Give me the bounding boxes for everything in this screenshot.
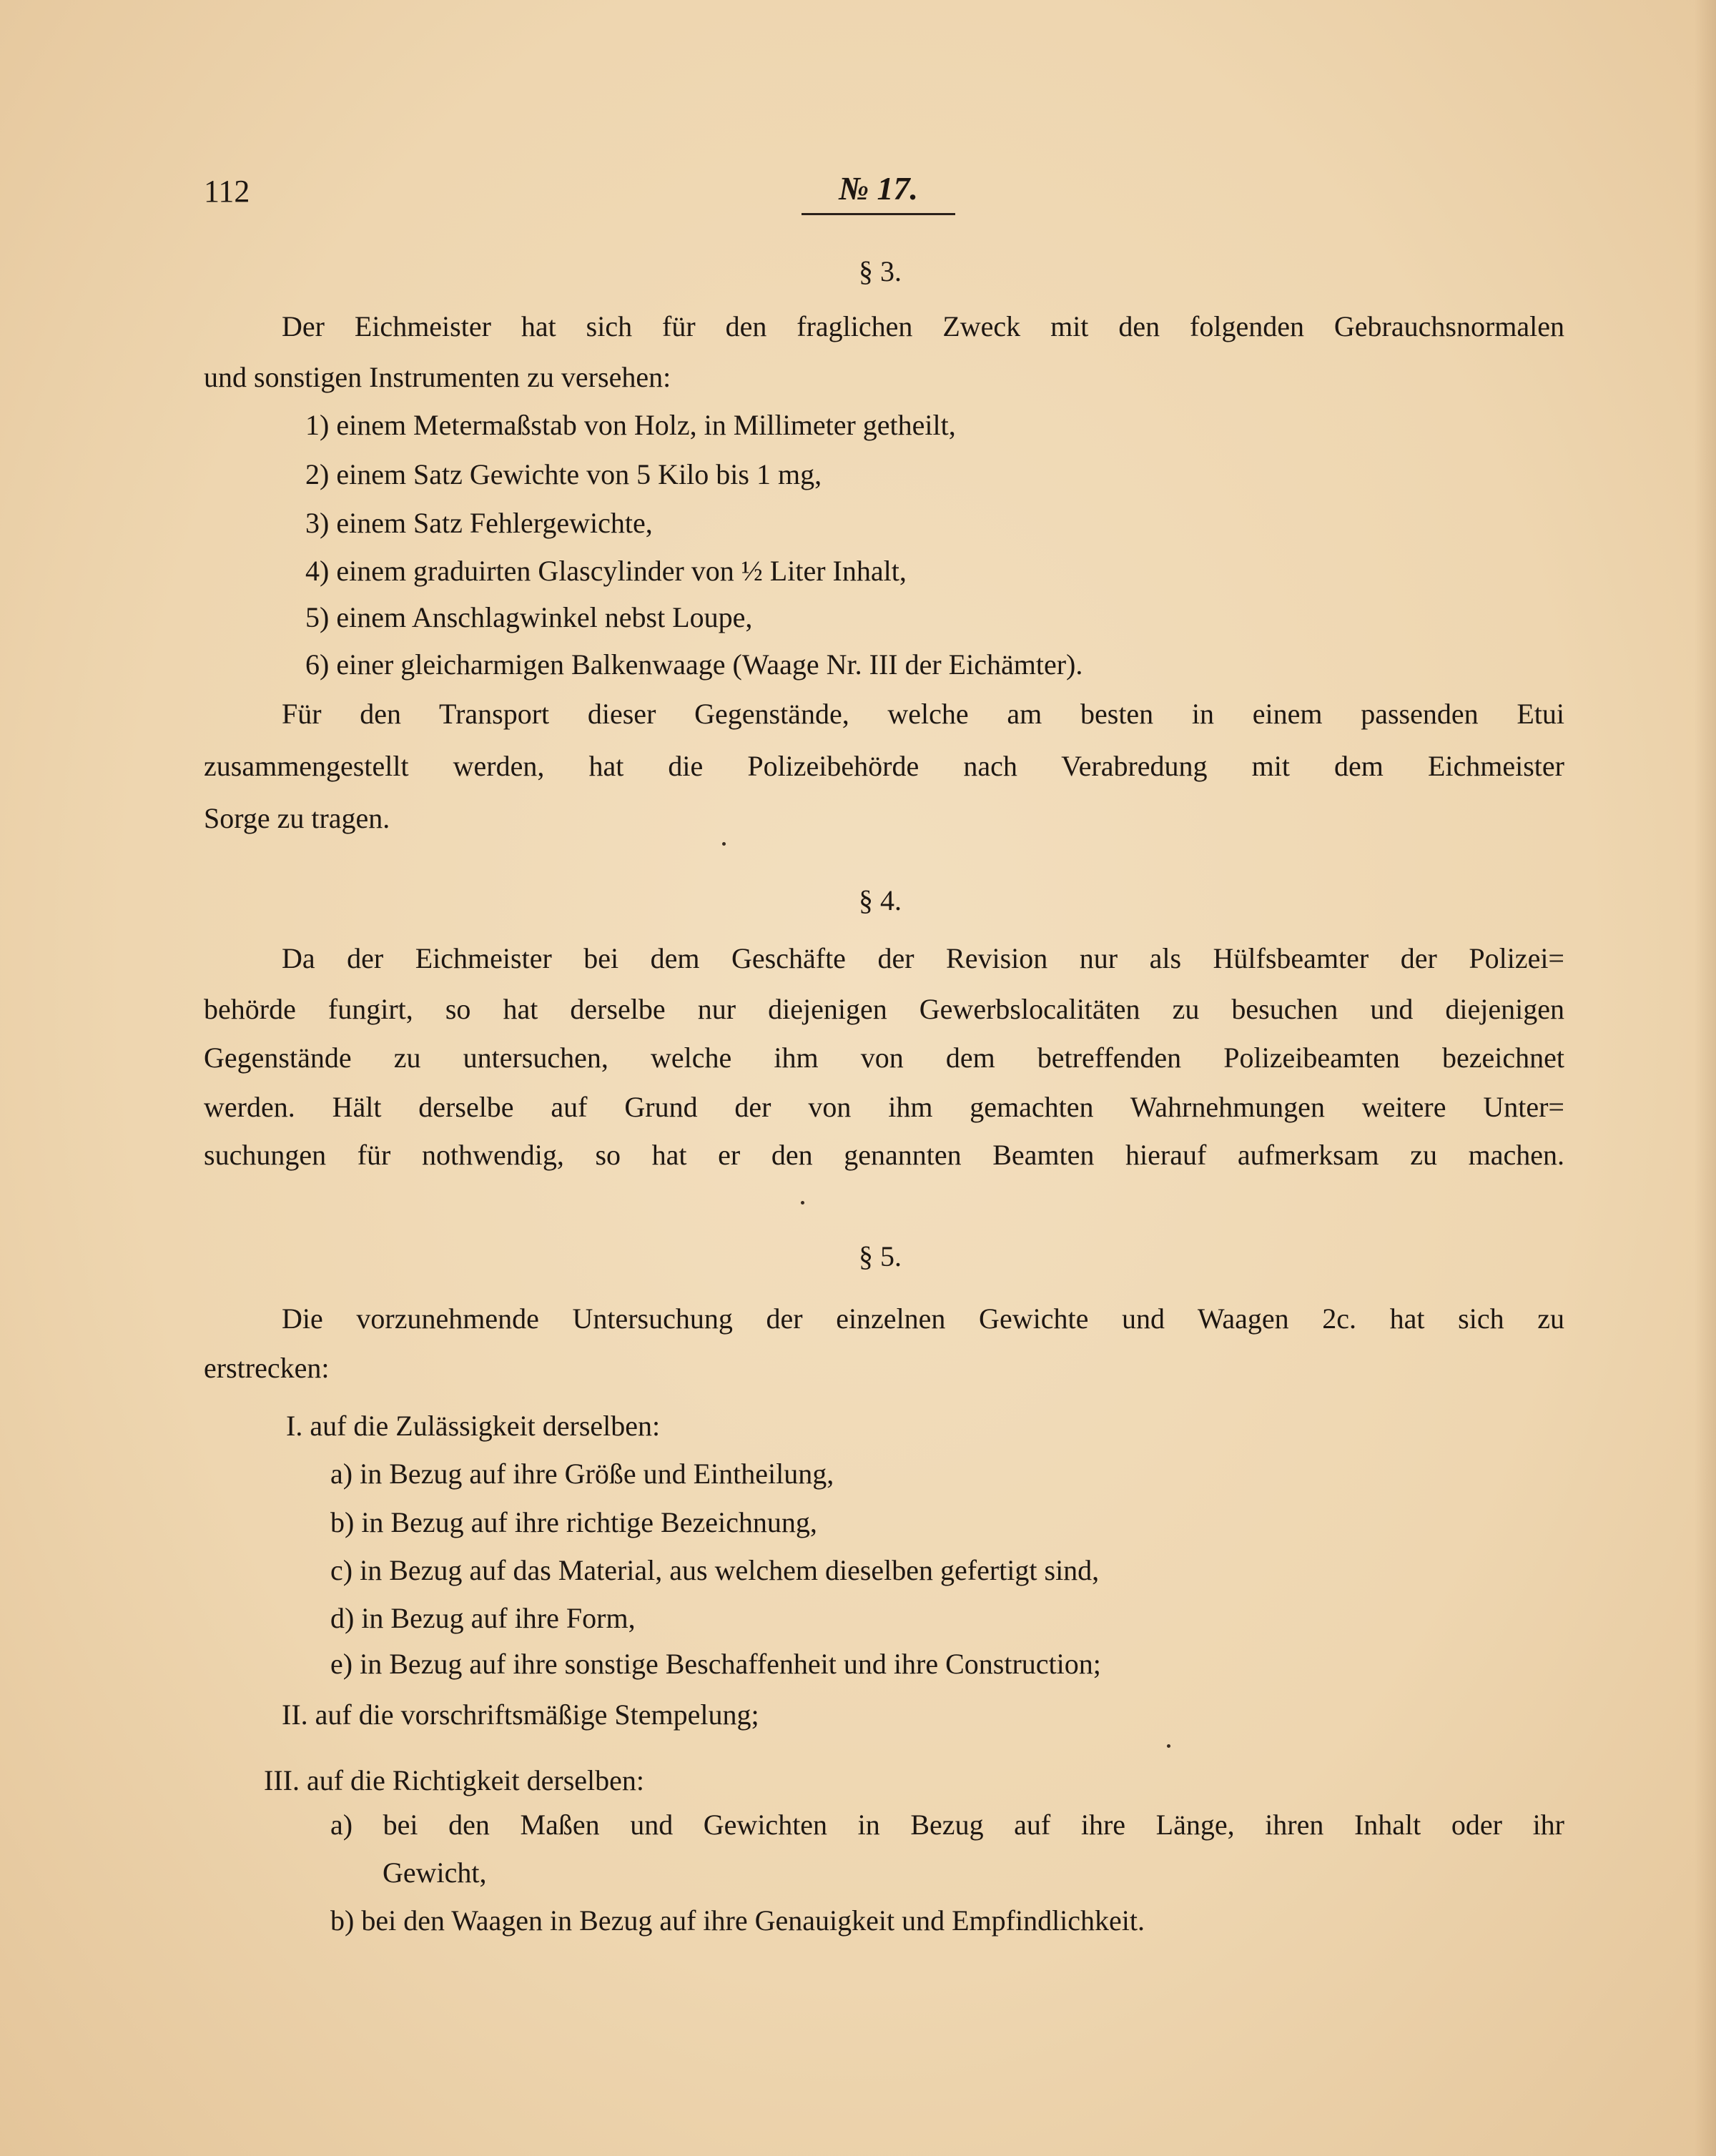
- page-number: 112: [204, 174, 250, 209]
- list-heading-I: I. auf die Zulässigkeit derselben:: [286, 1410, 661, 1442]
- section-5-intro-line: Die vorzunehmende Untersuchung der einzelnen Gewichte und Waagen 2c. hat sich zu: [282, 1302, 1564, 1335]
- page-edge-shadow: [1695, 0, 1716, 2156]
- section-5-intro-line: erstrecken:: [204, 1352, 330, 1384]
- section-4-line: Da der Eichmeister bei dem Geschäfte der Revision nur als Hülfsbeamter der Polizei=: [282, 942, 1564, 974]
- header-underline: [802, 213, 955, 215]
- list-item: 4) einem graduirten Glascylinder von ½ Liter Inhalt,: [305, 555, 907, 587]
- speck: [801, 1201, 804, 1205]
- section-4-line: Gegenstände zu untersuchen, welche ihm von dem betreffenden Polizeibeamten bezeichnet: [204, 1042, 1564, 1074]
- list-item: b) in Bezug auf ihre richtige Bezeichnung,: [330, 1506, 817, 1538]
- section-3-heading: § 3.: [859, 255, 902, 287]
- section-3-intro-line: Der Eichmeister hat sich für den fraglichen Zweck mit den folgenden Gebrauchsnormalen: [282, 310, 1564, 342]
- section-3-transport-line: Für den Transport dieser Gegenstände, welche am besten in einem passenden Etui: [282, 698, 1564, 730]
- section-4-heading: § 4.: [859, 884, 902, 916]
- list-item: 3) einem Satz Fehlergewichte,: [305, 507, 653, 539]
- list-item: d) in Bezug auf ihre Form,: [330, 1602, 636, 1634]
- speck: [1167, 1744, 1170, 1748]
- list-heading-III: III. auf die Richtigkeit derselben:: [264, 1764, 645, 1796]
- section-3-intro-line: und sonstigen Instrumenten zu versehen:: [204, 361, 671, 393]
- list-item: b) bei den Waagen in Bezug auf ihre Genauigkeit und Empfindlichkeit.: [330, 1904, 1145, 1937]
- list-item: 2) einem Satz Gewichte von 5 Kilo bis 1 mg,: [305, 458, 822, 490]
- list-item: a) bei den Maßen und Gewichten in Bezug auf ihre Länge, ihren Inhalt oder ihr: [330, 1809, 1564, 1841]
- list-item-continuation: Gewicht,: [383, 1856, 487, 1889]
- list-heading-II: II. auf die vorschriftsmäßige Stempelung;: [282, 1698, 759, 1731]
- speck: [722, 842, 726, 846]
- list-item: c) in Bezug auf das Material, aus welchem dieselben gefertigt sind,: [330, 1554, 1100, 1586]
- list-item: a) in Bezug auf ihre Größe und Eintheilung,: [330, 1458, 834, 1490]
- list-item: e) in Bezug auf ihre sonstige Beschaffenheit und ihre Construction;: [330, 1648, 1101, 1680]
- section-4-line: werden. Hält derselbe auf Grund der von ihm gemachten Wahrnehmungen weitere Unter=: [204, 1091, 1564, 1123]
- section-5-heading: § 5.: [859, 1240, 902, 1272]
- list-item: 1) einem Metermaßstab von Holz, in Millimeter getheilt,: [305, 409, 956, 441]
- section-3-transport-line: Sorge zu tragen.: [204, 802, 390, 834]
- section-4-line: suchungen für nothwendig, so hat er den genannten Beamten hierauf aufmerksam zu machen.: [204, 1139, 1564, 1171]
- section-4-line: behörde fungirt, so hat derselbe nur diejenigen Gewerbslocalitäten zu besuchen und diejenigen: [204, 993, 1564, 1025]
- list-item: 6) einer gleicharmigen Balkenwaage (Waage Nr. III der Eichämter).: [305, 648, 1083, 681]
- list-item: 5) einem Anschlagwinkel nebst Loupe,: [305, 601, 753, 633]
- document-number: № 17.: [838, 170, 919, 207]
- section-3-transport-line: zusammengestellt werden, hat die Polizeibehörde nach Verabredung mit dem Eichmeister: [204, 750, 1564, 782]
